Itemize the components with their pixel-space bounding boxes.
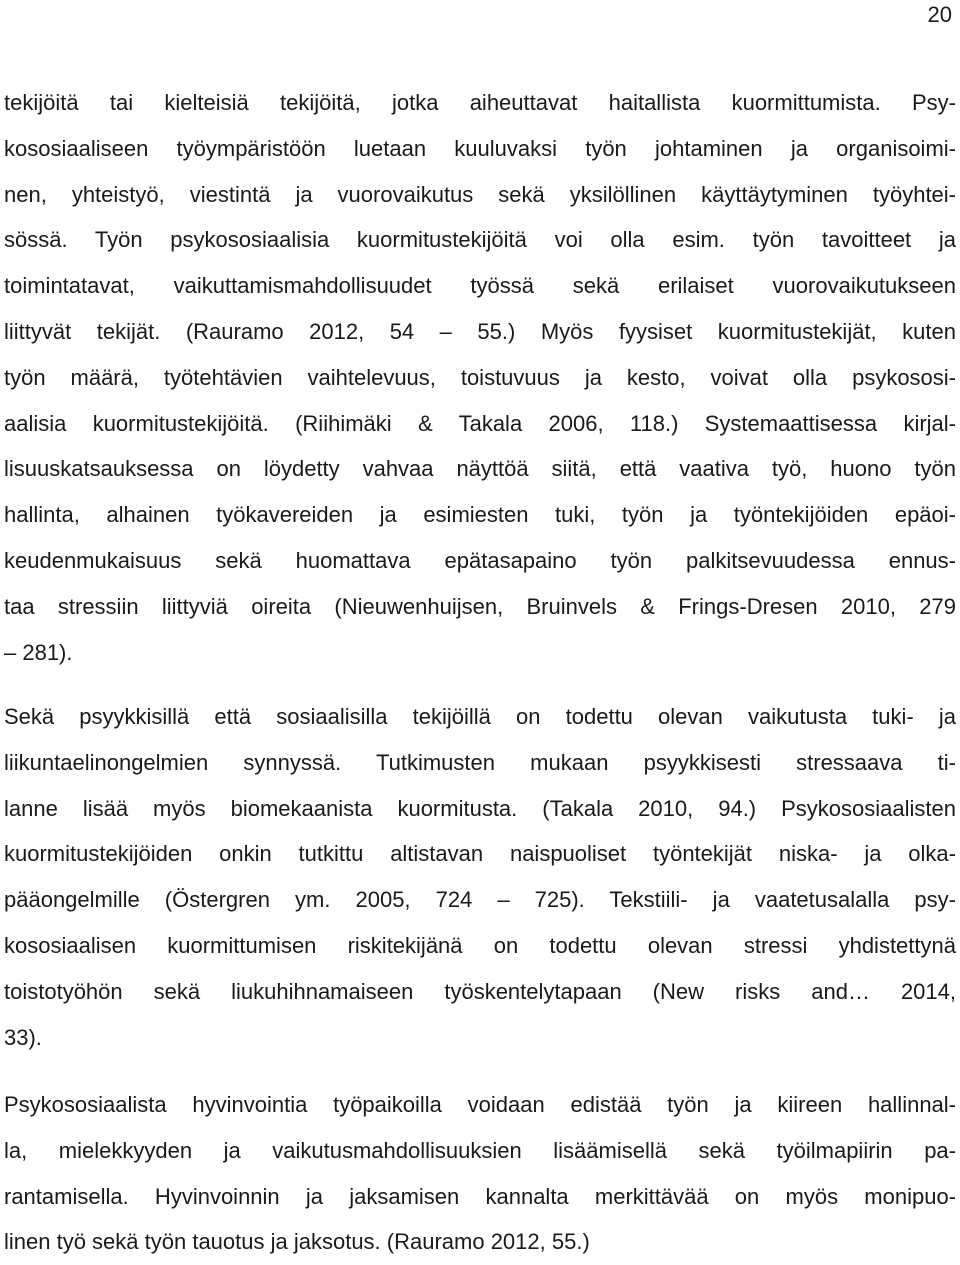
- text-line: nen, yhteistyö, viestintä ja vuorovaikutus sekä yksilöllinen käyttäytyminen työyhtei-: [4, 181, 956, 207]
- text-line: työn määrä, työtehtävien vaihtelevuus, toistuvuus ja kesto, voivat olla psykososi-: [4, 364, 956, 390]
- body-paragraph: [4, 1082, 956, 1265]
- page-number: 20: [927, 2, 952, 27]
- text-line: lisuuskatsauksessa on löydetty vahvaa näyttöä siitä, että vaativa työ, huono työn: [4, 456, 956, 482]
- text-line: Sekä psyykkisillä että sosiaalisilla tekijöillä on todettu olevan vaikutusta tuki- ja: [4, 704, 956, 729]
- text-line: taa stressiin liittyviä oireita (Nieuwenhuijsen, Bruinvels & Frings-Dresen 2010, 279: [4, 593, 956, 619]
- body-paragraph: [4, 694, 956, 1060]
- text-line: kososiaalisen kuormittumisen riskitekijänä on todettu olevan stressi yhdistettynä: [4, 932, 956, 958]
- text-line: linen työ sekä työn tauotus ja jaksotus. (Rauramo 2012, 55.): [4, 1229, 590, 1255]
- text-line: toimintatavat, vaikuttamismahdollisuudet työssä sekä erilaiset vuorovaikutukseen: [4, 273, 956, 299]
- body-paragraph: [4, 80, 956, 675]
- text-line: hallinta, alhainen työkavereiden ja esimiesten tuki, työn ja työntekijöiden epäoi-: [4, 502, 956, 528]
- text-line: toistotyöhön sekä liukuhihnamaiseen työskentelytapaan (New risks and… 2014,: [4, 978, 956, 1004]
- text-line: pääongelmille (Östergren ym. 2005, 724 – 725). Tekstiili- ja vaatetusalalla psy-: [4, 887, 956, 913]
- text-line: liikuntaelinongelmien synnyssä. Tutkimusten mukaan psyykkisesti stressaava ti-: [4, 749, 956, 775]
- text-line: aalisia kuormitustekijöitä. (Riihimäki & Takala 2006, 118.) Systemaattisessa kirjal-: [4, 410, 956, 436]
- text-line: rantamisella. Hyvinvoinnin ja jaksamisen kannalta merkittävää on myös monipuo-: [4, 1183, 956, 1209]
- text-line: lanne lisää myös biomekaanista kuormitusta. (Takala 2010, 94.) Psykososiaalisten: [4, 795, 956, 821]
- text-line: kososiaaliseen työympäristöön luetaan kuuluvaksi työn johtaminen ja organisoimi-: [4, 135, 956, 161]
- text-line: Psykososiaalista hyvinvointia työpaikoilla voidaan edistää työn ja kiireen hallinnal-: [4, 1092, 956, 1117]
- text-line: – 281).: [4, 639, 73, 665]
- text-line: keudenmukaisuus sekä huomattava epätasapaino työn palkitsevuudessa ennus-: [4, 547, 956, 573]
- text-line: sössä. Työn psykososiaalisia kuormitustekijöitä voi olla esim. työn tavoitteet ja: [4, 227, 956, 253]
- text-line: liittyvät tekijät. (Rauramo 2012, 54 – 55.) Myös fyysiset kuormitustekijät, kuten: [4, 318, 956, 344]
- text-line: tekijöitä tai kielteisiä tekijöitä, jotka aiheuttavat haitallista kuormittumista. Psy-: [4, 90, 956, 115]
- text-line: 33).: [4, 1024, 42, 1050]
- text-line: kuormitustekijöiden onkin tutkittu altistavan naispuoliset työntekijät niska- ja olka-: [4, 841, 956, 867]
- text-line: la, mielekkyyden ja vaikutusmahdollisuuksien lisäämisellä sekä työilmapiirin pa-: [4, 1137, 956, 1163]
